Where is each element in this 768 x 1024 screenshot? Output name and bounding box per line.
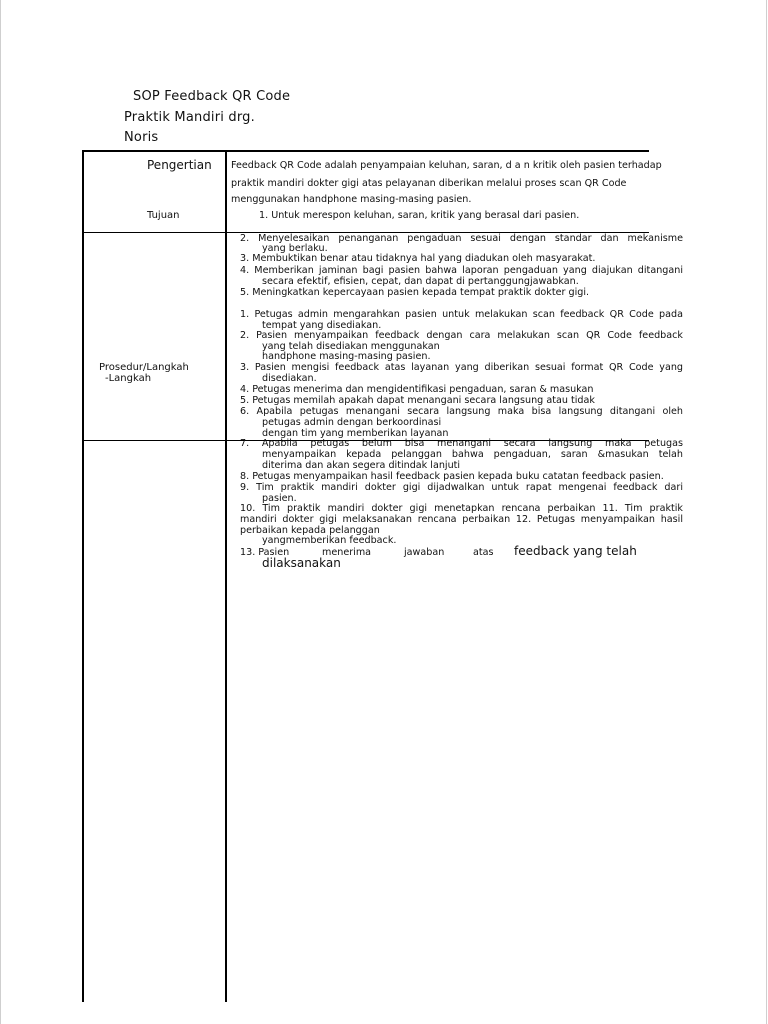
label-pengertian: Pengertian xyxy=(147,158,212,172)
prosedur-step-7-cont-2: diterima dan akan segera ditindak lanjuti xyxy=(262,460,461,471)
prosedur-step-10-cont-2: perbaikan kepada pelanggan xyxy=(240,525,380,536)
prosedur-step-2-cont-2: handphone masing-masing pasien. xyxy=(262,351,431,362)
prosedur-step-6-cont-1: petugas admin dengan berkoordinasi xyxy=(262,417,442,428)
prosedur-step-1: 1. Petugas admin mengarahkan pasien untuk melakukan scan feedback QR Code pada xyxy=(240,309,683,320)
prosedur-step-3: 3. Pasien mengisi feedback atas layanan yang diberikan sesuai format QR Code yang xyxy=(240,362,683,373)
page-edge-left xyxy=(0,0,1,1024)
document-subtitle-practice: Praktik Mandiri drg. xyxy=(124,110,255,125)
table-left-border xyxy=(82,150,84,1002)
prosedur-step-13-num: 13. Pasien xyxy=(240,547,290,558)
prosedur-step-9-cont: pasien. xyxy=(262,493,297,504)
tujuan-item-2: 2. Menyelesaikan penanganan pengaduan sesuai dengan standar dan mekanisme xyxy=(240,233,683,244)
prosedur-step-5: 5. Petugas memilah apakah dapat menangani secara langsung atau tidak xyxy=(240,395,595,406)
label-prosedur-line2: -Langkah xyxy=(105,373,152,384)
tujuan-item-1: 1. Untuk merespon keluhan, saran, kritik yang berasal dari pasien. xyxy=(259,210,580,221)
pengertian-line-1: Feedback QR Code adalah penyampaian keluhan, saran, d a n kritik oleh pasien terhadap xyxy=(231,160,662,171)
prosedur-step-13-word-4: feedback yang telah xyxy=(514,544,637,558)
prosedur-step-3-cont: disediakan. xyxy=(262,373,317,384)
prosedur-step-2: 2. Pasien menyampaikan feedback dengan cara melakukan scan QR Code feedback xyxy=(240,330,683,341)
document-subtitle-name: Noris xyxy=(124,130,159,145)
table-top-border xyxy=(82,150,649,152)
prosedur-step-13-cont: dilaksanakan xyxy=(262,556,341,570)
prosedur-step-7: 7. Apabila petugas belum bisa menangani secara langsung maka petugas xyxy=(240,438,683,449)
label-prosedur-line1: Prosedur/Langkah xyxy=(99,362,189,373)
label-tujuan: Tujuan xyxy=(147,210,180,221)
prosedur-step-7-cont-1: menyampaikan kepada pelanggan bahwa pengaduan, saran &masukan telah xyxy=(262,449,683,460)
pengertian-line-3: menggunakan handphone masing-masing pasien. xyxy=(231,194,472,205)
page-edge-right xyxy=(766,0,767,1024)
prosedur-step-10-cont-1: mandiri dokter gigi melaksanakan rencana perbaikan 12. Petugas menyampaikan hasil xyxy=(240,514,683,525)
tujuan-item-2-cont: yang berlaku. xyxy=(262,243,328,254)
tujuan-item-4: 4. Memberikan jaminan bagi pasien bahwa laporan pengaduan yang diajukan ditangani xyxy=(240,265,683,276)
prosedur-step-2-cont-1: yang telah disediakan menggunakan xyxy=(262,341,440,352)
prosedur-step-9: 9. Tim praktik mandiri dokter gigi dijadwalkan untuk rapat mengenai feedback dari xyxy=(240,482,683,493)
prosedur-step-8: 8. Petugas menyampaikan hasil feedback pasien kepada buku catatan feedback pasien. xyxy=(240,471,664,482)
pengertian-line-2: praktik mandiri dokter gigi atas pelayanan diberikan melalui proses scan QR Code xyxy=(231,178,627,189)
prosedur-step-13-word-2: jawaban xyxy=(404,547,445,558)
document-title: SOP Feedback QR Code xyxy=(133,89,291,104)
prosedur-step-10-cont-3: yangmemberikan feedback. xyxy=(262,535,397,546)
prosedur-step-13-word-3: atas xyxy=(473,547,494,558)
tujuan-item-3: 3. Membuktikan benar atau tidaknya hal yang diadukan oleh masyarakat. xyxy=(240,253,596,264)
prosedur-step-13-word-1: menerima xyxy=(322,547,372,558)
prosedur-step-6: 6. Apabila petugas menangani secara langsung maka bisa langsung ditangani oleh xyxy=(240,406,683,417)
prosedur-step-10: 10. Tim praktik mandiri dokter gigi menetapkan rencana perbaikan 11. Tim praktik xyxy=(240,503,683,514)
prosedur-step-1-cont: tempat yang disediakan. xyxy=(262,320,382,331)
prosedur-step-4: 4. Petugas menerima dan mengidentifikasi pengaduan, saran & masukan xyxy=(240,384,594,395)
tujuan-item-4-cont: secara efektif, efisien, cepat, dan dapat di pertanggungjawabkan. xyxy=(262,276,579,287)
table-column-divider xyxy=(225,150,227,1002)
tujuan-item-5: 5. Meningkatkan kepercayaan pasien kepada tempat praktik dokter gigi. xyxy=(240,287,590,298)
prosedur-step-6-cont-2: dengan tim yang memberikan layanan xyxy=(262,428,449,439)
